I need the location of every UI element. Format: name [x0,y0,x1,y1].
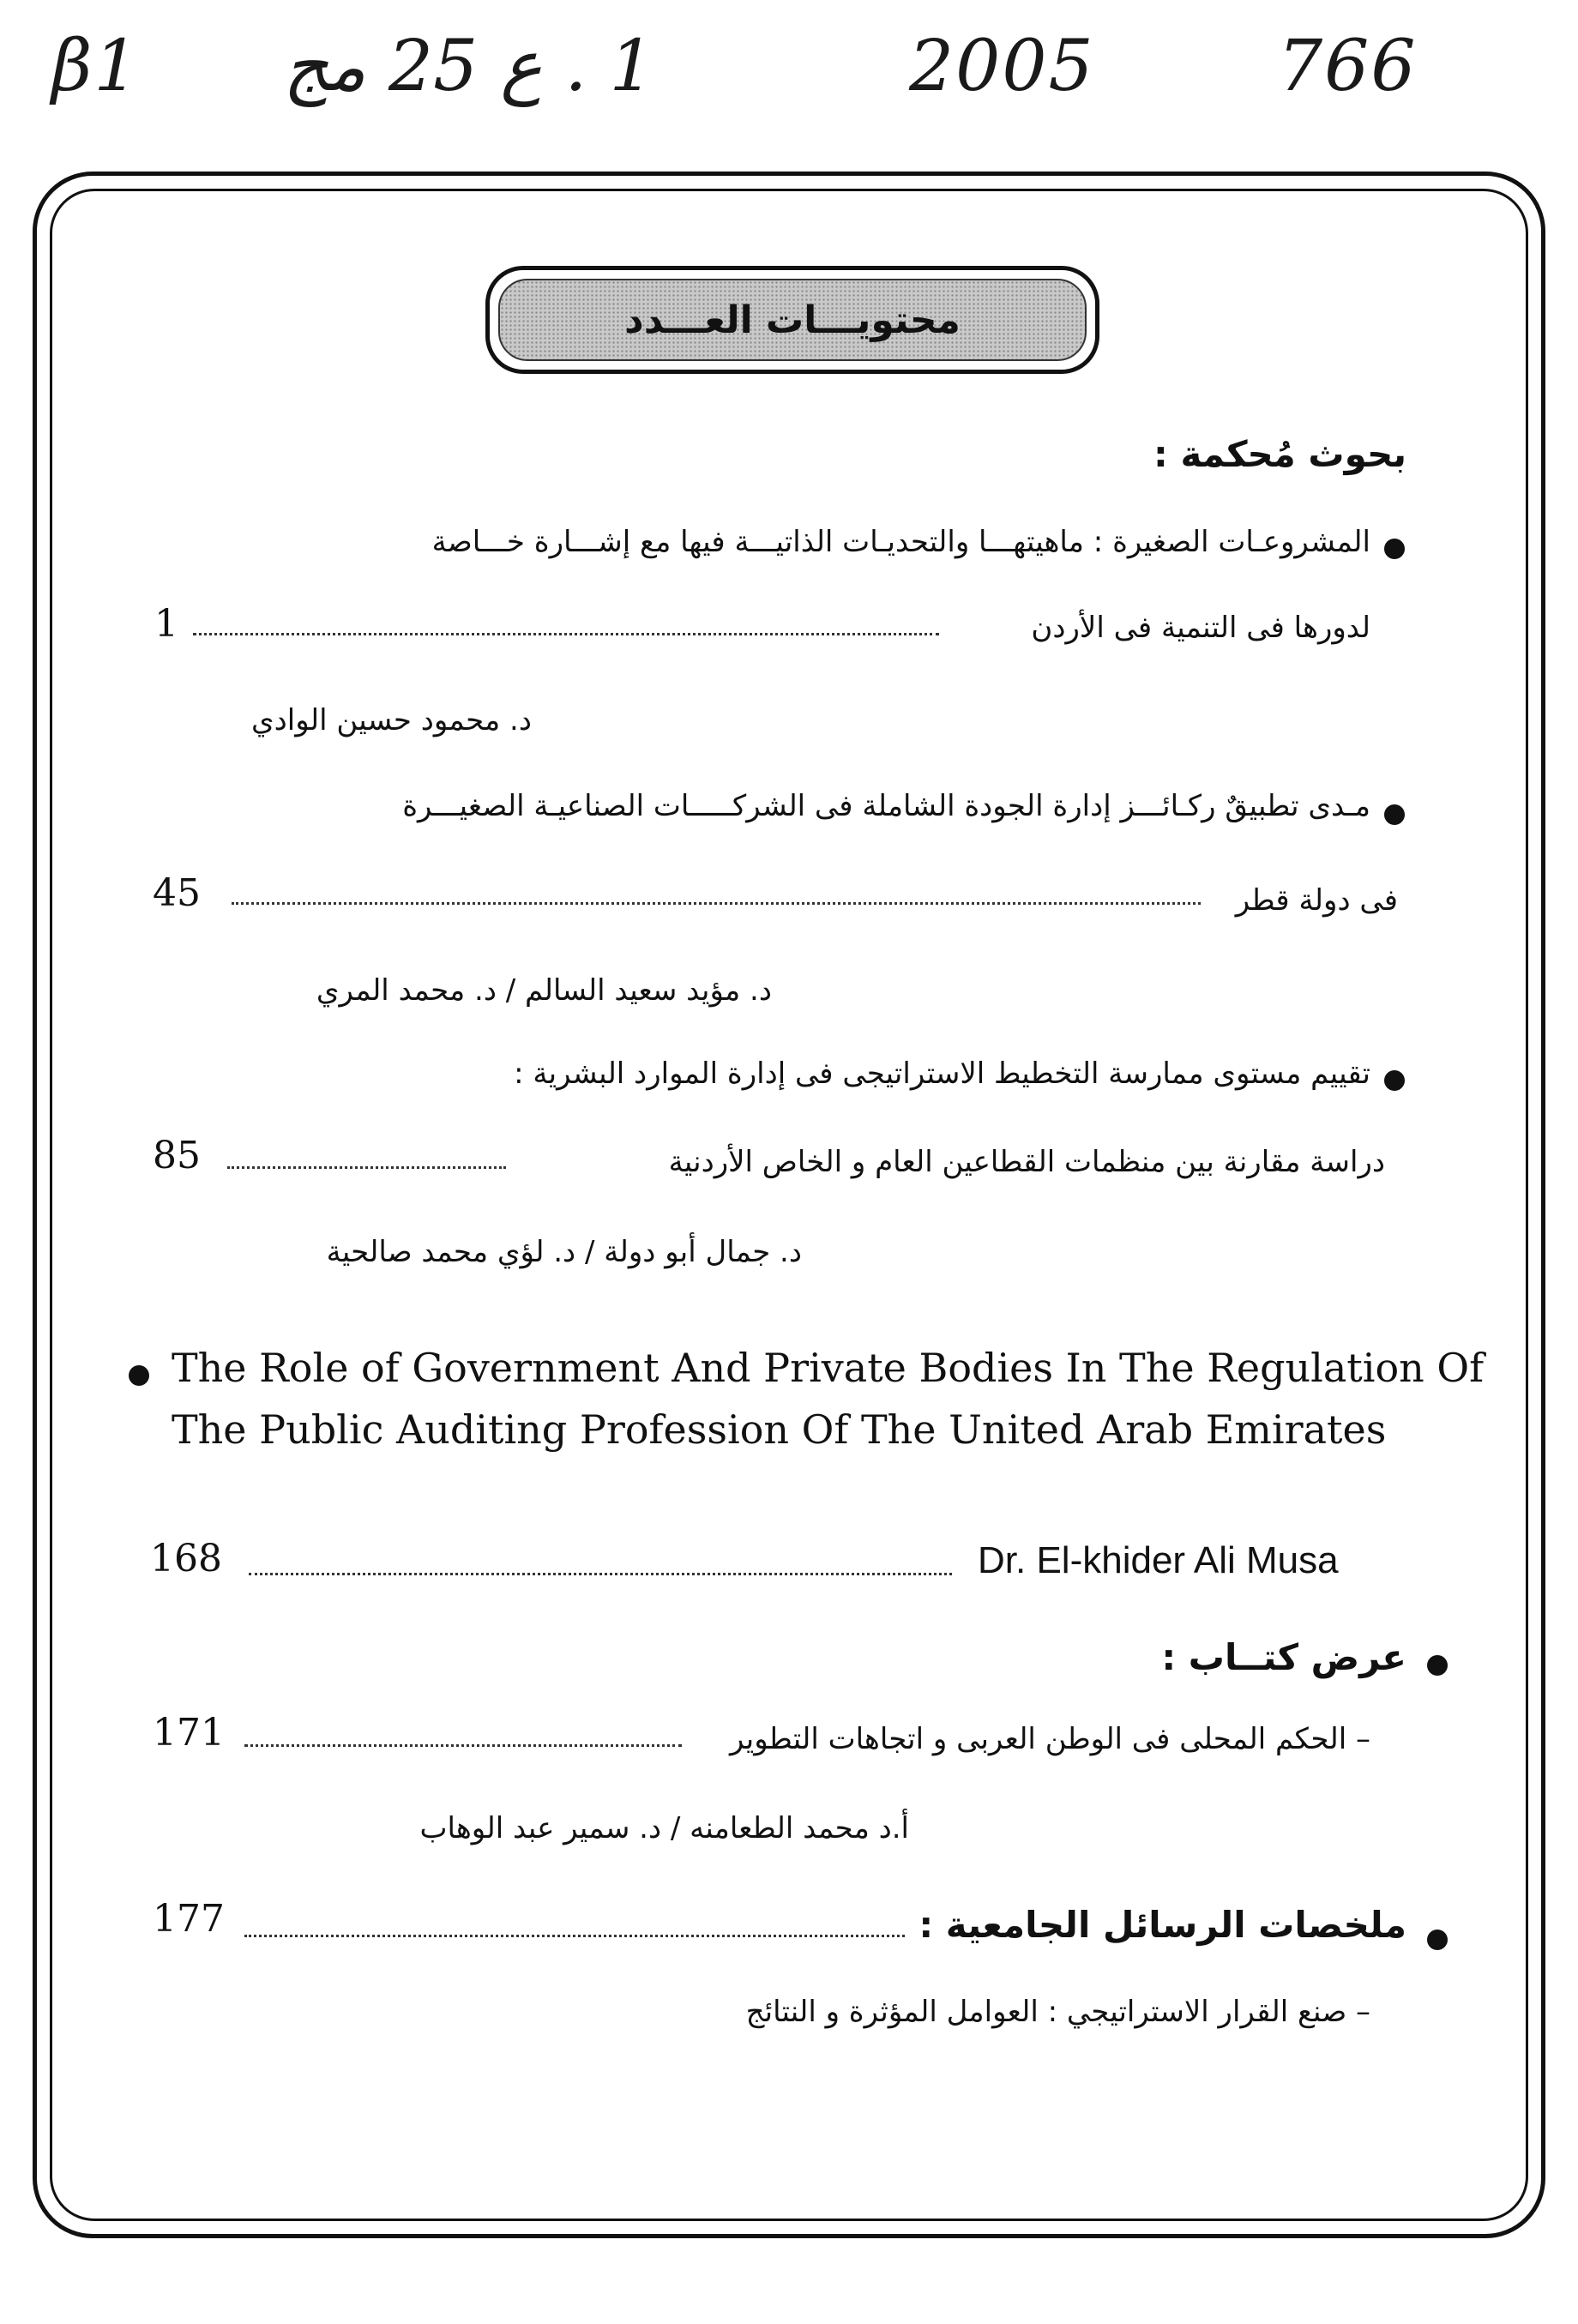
section-book-review-heading: عرض كتــاب : [1161,1636,1406,1678]
article-3-page: 85 [153,1134,201,1177]
english-article-author: Dr. El-khider Ali Musa [978,1539,1339,1581]
english-article-page: 168 [150,1537,222,1580]
article-3-bullet [1384,1070,1405,1091]
theses-leader [244,1935,905,1937]
article-3-author: د. جمال أبو دولة / د. لؤي محمد صالحية [326,1235,802,1269]
english-article-title-line1: The Role of Government And Private Bodies In The Regulation Of [172,1345,1485,1391]
handwritten-issue: 1 . ع 25 مج [283,26,654,107]
article-3-title-line1: تقييم مستوى ممارسة التخطيط الاستراتيجى فى إدارة الموارد البشرية : [514,1057,1370,1091]
article-1-leader [193,633,939,635]
english-article-bullet [129,1365,149,1386]
theses-item: – صنع القرار الاستراتيجي : العوامل المؤثرة و النتائج [745,1995,1370,2029]
theses-bullet [1427,1930,1448,1950]
article-1-bullet [1384,539,1405,559]
article-2-page: 45 [153,871,201,915]
book-author: أ.د محمد الطعامنه / د. سمير عبد الوهاب [419,1811,909,1845]
contents-title: محتويـــات العـــدد [498,279,1087,361]
handwritten-code: β1 [51,26,141,107]
english-article-title-line2: The Public Auditing Profession Of The United Arab Emirates [172,1406,1387,1453]
book-page: 171 [153,1711,225,1755]
article-3-title-line2: دراسة مقارنة بين منظمات القطاعين العام و الخاص الأردنية [668,1145,1385,1179]
article-2-author: د. مؤيد سعيد السالم / د. محمد المري [316,973,772,1008]
article-1-title-line1: المشروعـات الصغيرة : ماهيتهـــا والتحديـات الذاتيـــة فيها مع إشـــارة خـــاصة [431,525,1370,559]
article-2-title-line1: مـدى تطبيقٌ ركـائـــز إدارة الجودة الشاملة فى الشركـــــات الصناعيـة الصغيـــرة [402,789,1370,823]
book-leader [244,1744,682,1747]
article-1-author: د. محمود حسين الوادي [251,703,532,738]
article-3-leader [227,1166,506,1169]
english-article-leader [249,1573,952,1575]
section-refereed-heading: بحوث مُحكمة : [1153,433,1406,475]
contents-title-box [485,266,1099,374]
section-theses-heading: ملخصات الرسائل الجامعية : [918,1904,1406,1946]
article-1-page: 1 [154,602,178,646]
book-review-bullet [1427,1655,1448,1676]
handwritten-year: 2005 [909,26,1095,107]
theses-page: 177 [153,1897,225,1941]
article-2-leader [232,902,1201,905]
handwritten-page-number: 766 [1278,26,1418,107]
article-1-title-line2: لدورها فى التنمية فى الأردن [1031,611,1370,645]
article-2-bullet [1384,804,1405,825]
article-2-title-line2: فى دولة قطر [1235,883,1398,918]
book-title: – الحكم المحلى فى الوطن العربى و اتجاهات التطوير [730,1722,1370,1756]
